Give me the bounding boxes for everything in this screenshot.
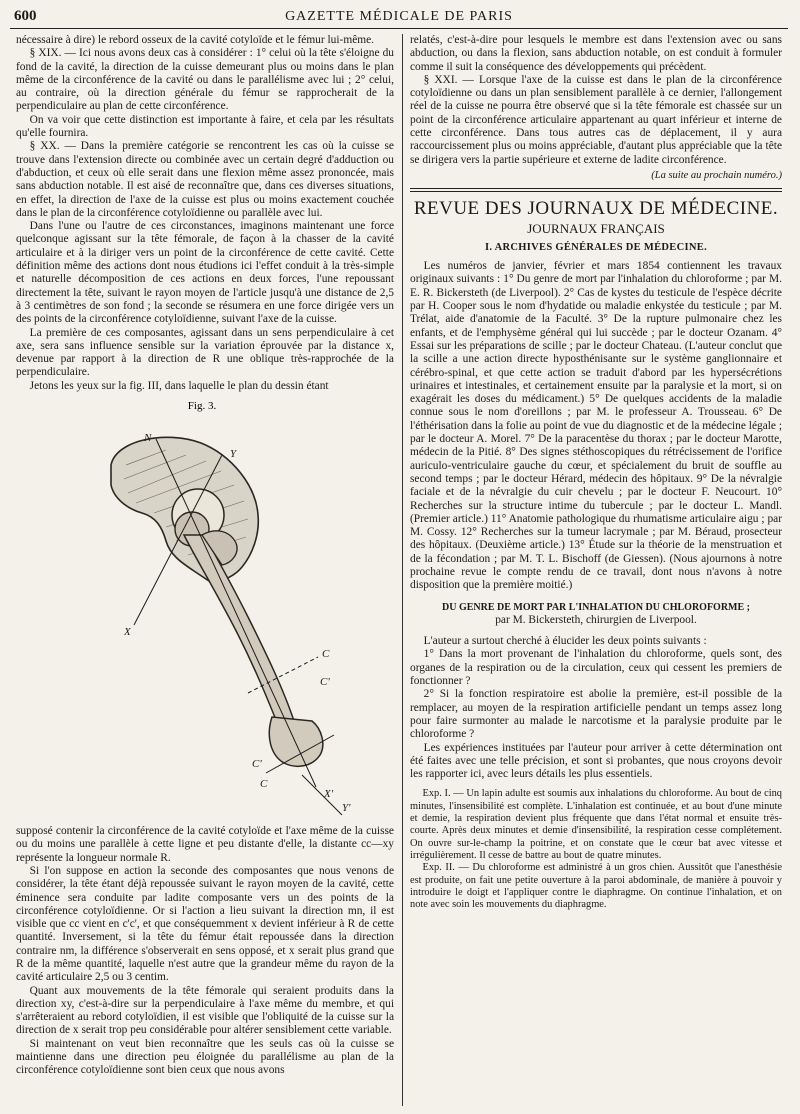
paragraph: Si maintenant on veut bien reconnaître que les seuls cas où la cuisse se maintienne dans une direction peu éloignée du parallélisme au plan de la circonférence cotyloïdienne sont bien ceux que nous avons [16, 1037, 394, 1077]
paragraph: Dans l'une ou l'autre de ces circonstances, imaginons maintenant une force quelconque agissant sur la tête fémorale, de façon à la chasser de la cavité articulaire et à la diriger vers un point de la circonférence de cette cavité. Cette définition même des actions dont nous étudions ici l'effet conduit à la très-simple et naturelle décomposition de ces actions en deux forces, l'une repoussant directement la tête, suivant le rayon moyen de l'article jusqu'à une distance de 2,5 à 3 centimètres de son fond ; la seconde se résumera en une force dirigée vers un des points de la circonférence cotyloïdienne, suivant l'axe de la cuisse. [16, 220, 394, 326]
label-c-prime-lower: C' [252, 758, 262, 771]
paragraph: Jetons les yeux sur la fig. III, dans laquelle le plan du dessin étant [29, 379, 329, 392]
review-section-heading: I. ARCHIVES GÉNÉRALES DE MÉDECINE. [485, 241, 707, 253]
figure-caption: Fig. 3. [187, 400, 217, 413]
right-column [410, 34, 782, 1108]
paragraph: La première de ces composantes, agissant dans un sens perpendiculaire à cet axe, sera sans influence sensible sur la variation éprouvée par la distance x, devenue par rapport à la direction de R une oblique très-rapprochée de la perpendiculaire. [16, 326, 394, 379]
axis-line-x [302, 775, 342, 815]
article-author: par M. Bickersteth, chirurgien de Liverpool. [495, 613, 697, 626]
label-c: C [322, 648, 330, 661]
left-column [16, 34, 394, 1108]
label-y: Y [230, 448, 237, 461]
figure-femur [16, 395, 394, 821]
paragraph: relatés, c'est-à-dire pour lesquels le membre est dans l'extension avec ou sans abduction, ou dans la flexion, sans abduction notable, on est conduit à formuler comme il suit la conséquence des développements qui précèdent. [410, 34, 782, 73]
column-divider [402, 34, 403, 1106]
label-x: X [124, 626, 131, 639]
label-x-prime: X' [324, 788, 334, 801]
page-number: 600 [14, 8, 37, 24]
page-header [10, 6, 788, 29]
paragraph: § XX. — Dans la première catégorie se rencontrent les cas où la cuisse se trouve dans l'extension directe ou combinée avec un certain degré d'adduction ou d'abduction, et ceux où elle serait dans une flexion même assez prononcée, mais sans abduction notable. Il est aisé de reconnaître que, dans ces diverses situations, en effet, la direction de l'axe de la cuisse est plus ou moins exactement couchée dans le plan de la circonférence cotyloïdienne ou parallèle avec lui. [16, 140, 394, 219]
continued-note: (La suite au prochain numéro.) [651, 169, 782, 181]
paragraph: Quant aux mouvements de la tête fémorale qui seraient produits dans la direction xy, c'est-à-dire sur la perpendiculaire à l'axe même du membre, et qui s'arrêteraient au rebord cotyloïdien, il est visible que l'obliquité de la cuisse sur la direction de x serait trop peu considérable pour altérer sensiblement cette variable. [16, 984, 394, 1037]
paragraph: Si l'on suppose en action la seconde des composantes que nous venons de considérer, la tête étant déjà repoussée suivant le rayon moyen de la cavité, cette éminence sera conduite par ladite composante vers un des points de la circonférence cotyloïdienne. Or si l'action a lieu suivant la direction mn, il est visible que cc vient en c'c', et que conséquemment x devient inférieur à R de cette quantité. Inversement, si la tête du fémur était repoussée dans la direction contraire nm, la différence s'observerait en sens opposé, et x serait plus grand que R de la même quantité, laquelle n'est autre que la grandeur même du rayon de la cavité articulaire 2,5 ou 3 centim. [16, 864, 394, 984]
paragraph: § XXI. — Lorsque l'axe de la cuisse est dans le plan de la circonférence cotyloïdienne ou dans un plan sensiblement parallèle à ce dernier, l'allongement réel de la cuisse ne pourra être observé que si la tête fémorale est chassée sur un point de la circonférence articulaire appartenant au quart inférieur et interne de cette circonférence. Dans tous autres cas de déplacement, il y aura raccourcissement plus ou moins appréciable, d'autant plus appréciable que la tête se dirigera vers la partie supérieure et externe de ladite circonférence. [410, 73, 782, 166]
section-rule [410, 188, 782, 192]
paragraph: § XIX. — Ici nous avons deux cas à considérer : 1° celui où la tête s'éloigne du fond de la cavité, la direction de la cuisse demeurant plus ou moins dans le plan même de la circonférence de la cavité ou dans le parallélisme avec lui ; 2° celui, au contraire, où la direction générale du fémur se rapprocherait de la perpendiculaire au plan de cette circonférence. [16, 47, 394, 113]
review-title: REVUE DES JOURNAUX DE MÉDECINE. [413, 198, 779, 220]
experiment-paragraph: Exp. I. — Un lapin adulte est soumis aux inhalations du chloroforme. Au bout de cinq minutes, l'insensibilité est complète. L'inhalation est continuée, et au bout d'une minute et demie, la respiration devient plus fréquente que dans l'état normal et ensuite très-courte. Après deux minutes et demie d'insensibilité, la respiration cesse complétement. On ouvre sur-le-champ la poitrine, et on constate que le cœur bat avec vitesse et irrégulièrement. Il cesse de battre au bout de quatre minutes. [410, 788, 782, 861]
paragraph: Les expériences instituées par l'auteur pour arriver à cette détermination ont été faites avec une telle précision, et sont si probantes, que nous croyons devoir les rapporter ici, avec leurs détails les plus essentiels. [410, 741, 782, 781]
running-title: GAZETTE MÉDICALE DE PARIS [285, 9, 513, 24]
experiments [410, 788, 782, 911]
label-c-lower: C [260, 778, 268, 791]
experiment-paragraph: Exp. II. — Du chloroforme est administré à un gros chien. Aussitôt que l'anesthésie est produite, on fait une petite ouverture à la paroi abdominale, de manière à pouvoir y introduire le doigt et l'appliquer contre le diaphragme. On continue l'inhalation, et on note avec soin les mouvements du diaphragme. [410, 862, 782, 911]
femur-condyles [269, 717, 323, 766]
paragraph: 2° Si la fonction respiratoire est abolie la première, est-il possible de la remplacer, au moyen de la respiration artificielle pendant un temps assez long pour faire surmonter au malade le narcotisme et la paralysie produite par le chloroforme ? [410, 688, 782, 741]
label-y-prime: Y' [342, 802, 351, 815]
spacer [410, 781, 782, 788]
label-n: N [144, 432, 152, 445]
article-title: DU GENRE DE MORT PAR L'INHALATION DU CHLOROFORME ; [442, 601, 750, 613]
paragraph: L'auteur a surtout cherché à élucider les deux points suivants : [423, 635, 707, 648]
review-paragraph: Les numéros de janvier, février et mars 1854 contiennent les travaux originaux suivants : 1° Du genre de mort par l'inhalation du chloroforme ; par M. E. R. Bickersteth (de Liverpool). 2° Cas de kystes du testicule de l'espèce décrite par H. Cooper sous le nom d'hydatide ou maladie enkystée du testicule ; par M. Trélat, aide d'anatomie de la Faculté. 3° De la rupture pulmonaire chez les enfants, et de l'emphysème général qui lui succède ; par le docteur Ozanam. 4° Essai sur les préparations de scille ; par le docteur Chateau. (L'auteur conclut que la scille a une action directe hyposthénisante sur le système ganglionnaire et cérébro-spinal, et que cette action se traduit d'abord par les hypersécrétions urinaires et intestinales, et certainement ensuite par la paralysie et la mort, si on exagérait les doses du médicament.) 5° De quelques accidents de la maladie connue sous le nom d'oreillons ; par M. le professeur A. Trousseau. 6° De l'éthérisation dans la folie au point de vue du diagnostic et de la médecine légale ; par le docteur A. Morel. 7° De la paracentèse du thorax ; par le docteur Marotte, médecin de la Pitié. 8° Des signes stéthoscopiques du rétrécissement de l'orifice auriculo-ventriculaire gauche du cœur, et spécialement du bruit de souffle au second temps ; par le docteur Hérard, médecin des hôpitaux. 9° De la névralgie faciale et de la névralgie du cuir chevelu ; par le docteur F. Neucourt. 10° Recherches sur la structure intime du tubercule ; par le docteur L. Mandl. (Premier article.) 11° Anatomie pathologique du rhumatisme articulaire aigu ; par M. Cossy. 12° Recherches sur la tumeur lacrymale ; par M. Béraud, prosecteur des hôpitaux. (Deuxième article.) 13° Étude sur la théorie de la menstruation et de la fécondation ; par M. T. L. Bischoff (de Giessen). (Nous ajournons à notre prochaine revue le compte rendu de ce travail, dont nous n'avons à notre disposition que la première moitié.) [410, 260, 782, 592]
femur-diagram [16, 395, 394, 821]
label-c-prime: C' [320, 676, 330, 689]
paragraph: supposé contenir la circonférence de la cavité cotyloïde et l'axe même de la cuisse ou du moins une parallèle à cette ligne et peu distante d'elle, la distante cc—xy représente la longueur normale R. [16, 825, 394, 864]
paragraph: 1° Dans la mort provenant de l'inhalation du chloroforme, quels sont, des organes de la respiration ou de la circulation, ceux qui cessent les premiers de fonctionner ? [410, 648, 782, 688]
paragraph: nécessaire à dire) le rebord osseux de la cavité cotyloïde et le fémur lui-même. [16, 34, 375, 46]
paragraph: On va voir que cette distinction est importante à faire, et cela par les résultats qu'elle fournira. [16, 113, 394, 140]
review-subtitle: JOURNAUX FRANÇAIS [527, 220, 665, 236]
